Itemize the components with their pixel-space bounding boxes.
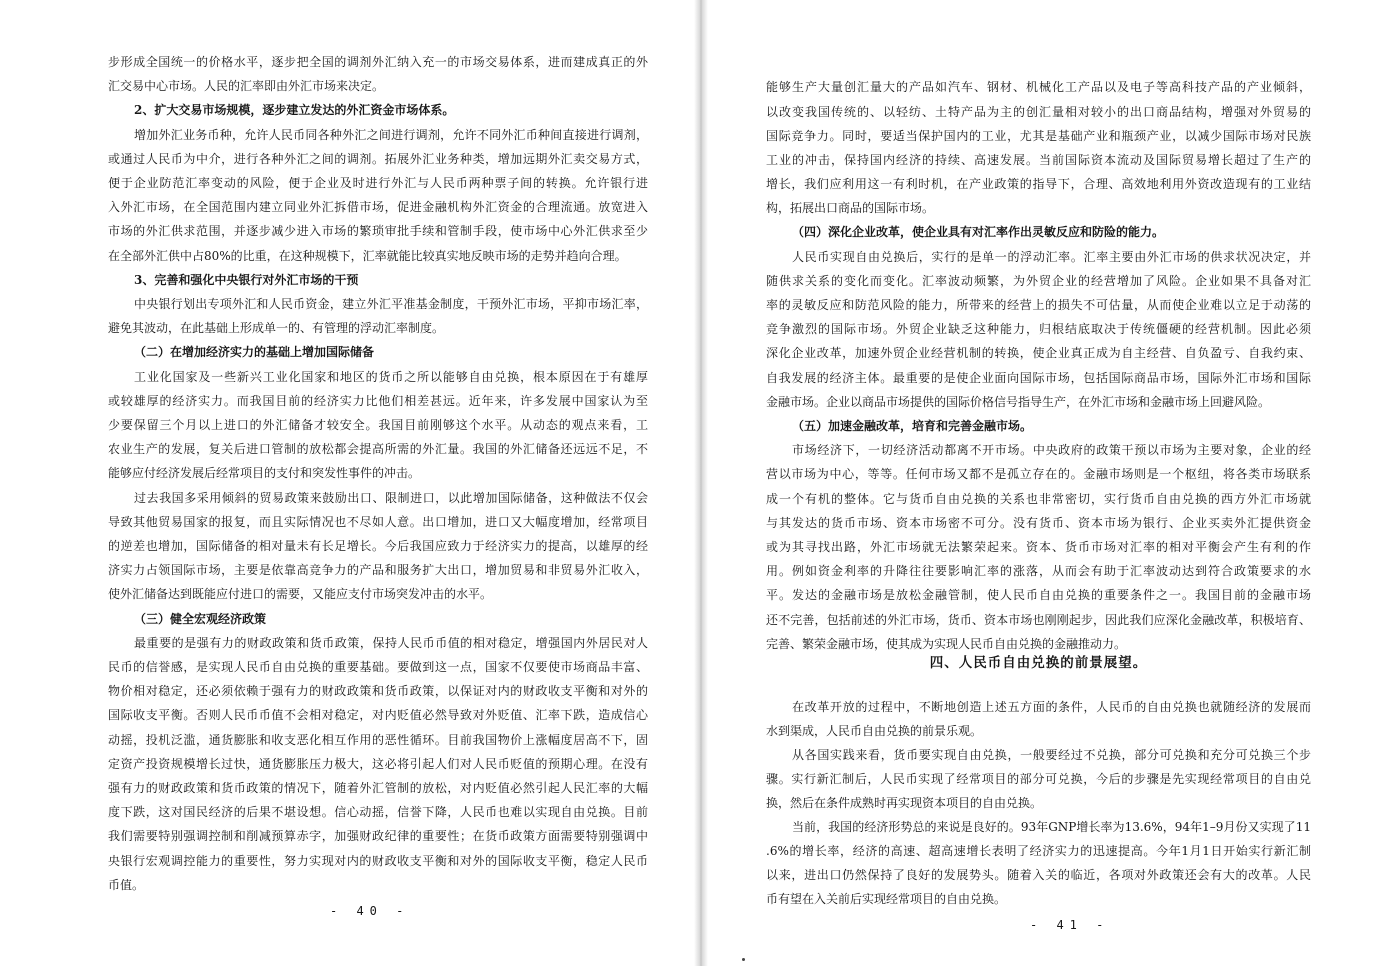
body-line: 在全部外汇供中占80%的比重，在这种规模下，汇率就能比较真实地反映市场的走势并趋向合理。 bbox=[108, 249, 627, 263]
body-line: 与其发达的货币市场、资本市场密不可分。没有货币、资本市场为银行、企业买卖外汇提供资金 bbox=[766, 516, 1311, 530]
body-line: 换，然后在条件成熟时再实现资本项目的自由兑换。 bbox=[766, 796, 1043, 810]
body-line: 成一个有机的整体。它与货币自由兑换的关系也非常密切，实行货币自由兑换的西方外汇市场就 bbox=[766, 492, 1311, 506]
body-line: 定资产投资规模增长过快，通货膨胀压力极大，这必将引起人们对人民币贬值的预期心理。在没有 bbox=[108, 757, 648, 771]
body-line: 币有望在入关前后实现经常项目的自由兑换。 bbox=[766, 892, 1007, 906]
body-line: 在改革开放的过程中，不断地创造上述五方面的条件，人民币的自由兑换也就随经济的发展而 bbox=[792, 700, 1311, 714]
page-number: - 40 - bbox=[330, 904, 410, 918]
scan-speck bbox=[742, 958, 745, 961]
body-line: 或通过人民币为中介，进行各种外汇之间的调剂。拓展外汇业务种类，增加远期外汇卖交易方式， bbox=[108, 152, 648, 166]
section-heading: （五）加速金融改革，培育和完善金融市场。 bbox=[792, 419, 1033, 433]
page-number: - 41 - bbox=[1030, 918, 1110, 932]
body-line: 币值。 bbox=[108, 878, 145, 892]
body-line: 物价相对稳定，还必须依赖于强有力的财政政策和货币政策，以保证对内的财政收支平衡和对外的 bbox=[108, 684, 648, 698]
subsection-heading: 2、扩大交易市场规模，逐步建立发达的外汇资金市场体系。 bbox=[134, 103, 455, 117]
body-line: 动摇，投机泛滥，通货膨胀和收支恶化相互作用的恶性循环。目前我国物价上涨幅度居高不下，固 bbox=[108, 733, 648, 747]
body-line: 强有力的财政政策和货币政策的情况下，随着外汇管制的放松，对内贬值必然引起人民汇率的大幅 bbox=[108, 781, 648, 795]
body-line: 步形成全国统一的价格水平，逐步把全国的调剂外汇纳入充一的市场交易体系，进而建成真正的外 bbox=[108, 55, 648, 69]
body-line: 还不完善，包括前述的外汇市场，货币、资本市场也刚刚起步，因此我们应深化金融改革，积极培育、 bbox=[766, 613, 1311, 627]
body-line: 国际竞争力。同时，要适当保护国内的工业，尤其是基础产业和瓶颈产业，以减少国际市场对民族 bbox=[766, 129, 1311, 143]
right-page bbox=[700, 0, 1400, 966]
body-line: 竞争激烈的国际市场。外贸企业缺乏这种能力，归根结底取决于传统僵硬的经营机制。因此必须 bbox=[766, 322, 1311, 336]
body-line: 增长，我们应利用这一有利时机，在产业政策的指导下，合理、高效地利用外资改造现有的工业结 bbox=[766, 177, 1311, 191]
body-line: 避免其波动，在此基础上形成单一的、有管理的浮动汇率制度。 bbox=[108, 321, 445, 335]
body-line: 市场的外汇供求范围，并逐步减少进入市场的繁琐审批手续和管制手段，使市场中心外汇供求至少 bbox=[108, 224, 648, 238]
body-line: 我们需要特别强调控制和削减预算赤字，加强财政纪律的重要性；在货币政策方面需要特别强调中 bbox=[108, 829, 648, 843]
body-line: 构，拓展出口商品的国际市场。 bbox=[766, 201, 935, 215]
chapter-section-title: 四、人民币自由兑换的前景展望。 bbox=[929, 655, 1148, 671]
body-line: .6%的增长率，经济的高速、超高速增长表明了经济实力的迅速提高。今年1月1日开始实行新汇制 bbox=[766, 844, 1311, 858]
section-heading: （三）健全宏观经济政策 bbox=[134, 612, 267, 626]
body-line: 央银行宏观调控能力的重要性，努力实现对内的财政收支平衡和对外的国际收支平衡，稳定人民币 bbox=[108, 854, 648, 868]
body-line: 增加外汇业务币种，允许人民币同各种外汇之间进行调剂，允许不同外汇币种间直接进行调剂， bbox=[134, 128, 648, 142]
body-line: 工业的冲击，保持国内经济的持续、高速发展。当前国际资本流动及国际贸易增长超过了生产的 bbox=[766, 153, 1311, 167]
body-line: 能够应付经济发展后经常项目的支付和突发性事件的冲击。 bbox=[108, 466, 421, 480]
body-line: 过去我国多采用倾斜的贸易政策来鼓励出口、限制进口，以此增加国际储备，这种做法不仅会 bbox=[134, 491, 648, 505]
body-line: 市场经济下，一切经济活动都离不开市场。中央政府的政策干预以市场为主要对象，企业的经 bbox=[792, 443, 1311, 457]
body-line: 完善、繁荣金融市场，使其成为实现人民币自由兑换的金融推动力。 bbox=[766, 637, 1127, 651]
body-line: 人民币实现自由兑换后，实行的是单一的浮动汇率。汇率主要由外汇市场的供求状况决定，并 bbox=[792, 250, 1311, 264]
body-line: 用。例如资金利率的升降往往要影响汇率的涨落，从而会有助于汇率波动达到符合政策要求的水 bbox=[766, 564, 1311, 578]
body-line: 国际收支平衡。否则人民币币值不会相对稳定，对内贬值必然导致对外贬值、汇率下跌，造成信心 bbox=[108, 708, 648, 722]
subsection-heading: 3、完善和强化中央银行对外汇市场的干预 bbox=[134, 273, 359, 287]
body-line: 济实力占领国际市场，主要是依靠高竞争力的产品和服务扩大出口，增加贸易和非贸易外汇收入， bbox=[108, 563, 648, 577]
body-line: 中央银行划出专项外汇和人民币资金，建立外汇平准基金制度，干预外汇市场，平抑市场汇率， bbox=[134, 297, 648, 311]
body-line: 最重要的是强有力的财政政策和货币政策，保持人民币币值的相对稳定，增强国内外居民对人 bbox=[134, 636, 648, 650]
body-line: 营以市场为中心，等等。任何市场又都不是孤立存在的。金融市场则是一个枢纽，将各类市场联系 bbox=[766, 467, 1311, 481]
body-line: 能够生产大量创汇量大的产品如汽车、钢材、机械化工产品以及电子等高科技产品的产业倾斜， bbox=[766, 80, 1311, 94]
body-line: 或为其寻找出路，外汇市场就无法繁荣起来。资本、货币市场对汇率的相对平衡会产生有利的作 bbox=[766, 540, 1311, 554]
body-line: 金融市场。企业以商品市场提供的国际价格信号指导生产，在外汇市场和金融市场上回避风险。 bbox=[766, 395, 1271, 409]
section-heading: （二）在增加经济实力的基础上增加国际储备 bbox=[134, 345, 375, 359]
body-line: 便于企业防范汇率变动的风险，便于企业及时进行外汇与人民币两种票子间的转换。允许银行进 bbox=[108, 176, 648, 190]
body-line: 随供求关系的变化而变化。汇率波动频繁，为外贸企业的经营增加了风险。企业如果不具备对汇 bbox=[766, 274, 1311, 288]
body-line: 民币的信誉感，是实现人民币自由兑换的重要基础。要做到这一点，国家不仅要使市场商品丰富、 bbox=[108, 660, 648, 674]
body-line: 导致其他贸易国家的报复，而且实际情况也不尽如人意。出口增加，进口又大幅度增加，经常项目 bbox=[108, 515, 648, 529]
body-line: 水到渠成，人民币自由兑换的前景乐观。 bbox=[766, 724, 983, 738]
body-line: 度下跌，这对国民经济的后果不堪设想。信心动摇，信誉下降，人民币也难以实现自由兑换。目前 bbox=[108, 805, 648, 819]
body-line: 平。发达的金融市场是放松金融管制，使人民币自由兑换的重要条件之一。我国目前的金融市场 bbox=[766, 588, 1311, 602]
body-line: 自我发展的经济主体。最重要的是使企业面向国际市场，包括国际商品市场，国际外汇市场和国际 bbox=[766, 371, 1311, 385]
section-heading: （四）深化企业改革，使企业具有对汇率作出灵敏反应和防险的能力。 bbox=[792, 225, 1165, 239]
body-line: 工业化国家及一些新兴工业化国家和地区的货币之所以能够自由兑换，根本原因在于有雄厚 bbox=[134, 370, 648, 384]
body-line: 率的灵敏反应和防范风险的能力，所带来的经营上的损失不可估量，从而使企业难以立足于动荡的 bbox=[766, 298, 1311, 312]
body-line: 的逆差也增加，国际储备的相对量未有长足增长。今后我国应致力于经济实力的提高，以雄厚的经 bbox=[108, 539, 648, 553]
body-line: 农业生产的发展，复关后进口管制的放松都会提高所需的外汇量。我国的外汇储备还远远不足，不 bbox=[108, 442, 648, 456]
body-line: 少要保留三个月以上进口的外汇储备才较安全。我国目前刚够这个水平。从动态的观点来看，工 bbox=[108, 418, 648, 432]
body-line: 以来，进出口仍然保持了良好的发展势头。随着入关的临近，各项对外政策还会有大的改革。人民 bbox=[766, 868, 1311, 882]
body-line: 从各国实践来看，货币要实现自由兑换，一般要经过不兑换，部分可兑换和充分可兑换三个步 bbox=[792, 748, 1311, 762]
body-line: 骤。实行新汇制后，人民币实现了经常项目的部分可兑换，今后的步骤是先实现经常项目的自由兑 bbox=[766, 772, 1311, 786]
body-line: 使外汇储备达到既能应付进口的需要，又能应支付市场突发冲击的水平。 bbox=[108, 587, 493, 601]
body-line: 或较雄厚的经济实力。而我国目前的经济实力比他们相差甚远。近年来，许多发展中国家认为至 bbox=[108, 394, 648, 408]
body-line: 入外汇市场，在全国范围内建立同业外汇拆借市场，促进金融机构外汇资金的合理流通。放宽进入 bbox=[108, 200, 648, 214]
body-line: 深化企业改革，加速外贸企业经营机制的转换，使企业真正成为自主经营、自负盈亏、自我约束、 bbox=[766, 346, 1311, 360]
body-line: 汇交易中心市场。人民的汇率即由外汇市场来决定。 bbox=[108, 79, 385, 93]
body-line: 以改变我国传统的、以轻纺、土特产品为主的创汇量相对较小的出口商品结构，增强对外贸易的 bbox=[766, 105, 1311, 119]
body-line: 当前，我国的经济形势总的来说是良好的。93年GNP增长率为13.6%，94年1–9月份又实现了11 bbox=[792, 820, 1311, 834]
